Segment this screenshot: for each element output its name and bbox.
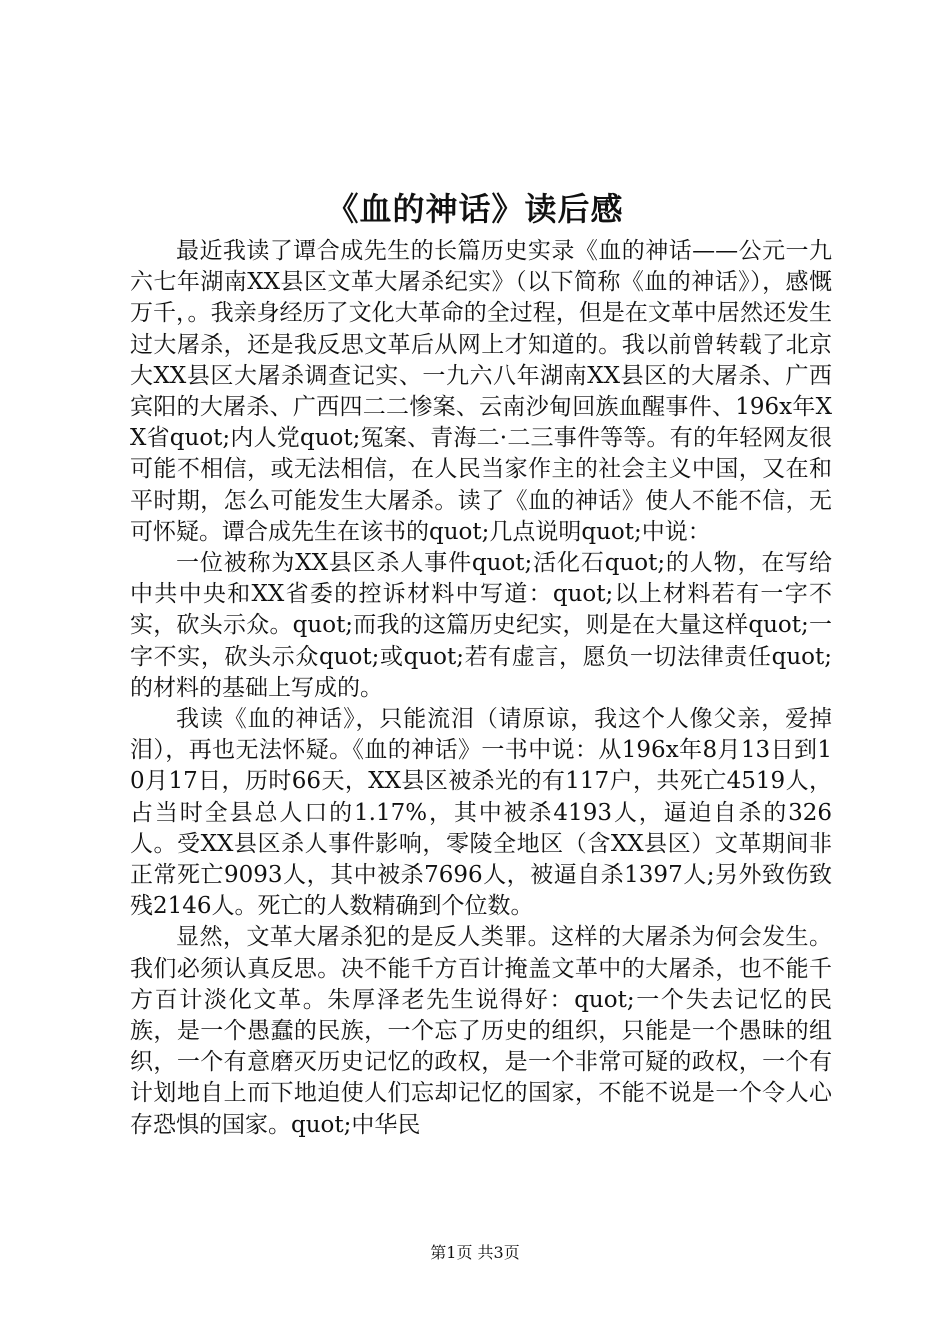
paragraph-4: 显然，文革大屠杀犯的是反人类罪。这样的大屠杀为何会发生。我们必须认真反思。决不能千方百计掩盖文革中的大屠杀，也不能千方百计淡化文革。朱厚泽老先生说得好：quot;一个失去记忆的民族，是一个愚蠢的民族，一个忘了历史的组织，只能是一个愚昧的组织，一个有意磨灭历史记忆的政权，是一个非常可疑的政权，一个有计划地自上而下地迫使人们忘却记忆的国家，不能不说是一个令人心存恐惧的国家。quot;中华民 <box>130 924 832 1138</box>
paragraph-3: 我读《血的神话》，只能流泪（请原谅，我这个人像父亲，爱掉泪），再也无法怀疑。《血的神话》一书中说：从196x年8月13日到10月17日，历时66天，XX县区被杀光的有117户，共死亡4519人，占当时全县总人口的1.17%，其中被杀4193人，逼迫自杀的326人。受XX县区杀人事件影响，零陵全地区（含XX县区）文革期间非正常死亡9093人，其中被杀7696人，被逼自杀1397人;另外致伤致残2146人。死亡的人数精确到个位数。 <box>130 706 832 920</box>
document-title: 《血的神话》读后感 <box>326 190 624 228</box>
document-body <box>130 236 832 1141</box>
paragraph-2: 一位被称为XX县区杀人事件quot;活化石quot;的人物，在写给中共中央和XX省委的控诉材料中写道：quot;以上材料若有一字不实，砍头示众。quot;而我的这篇历史纪实，则是在大量这样quot;一字不实，砍头示众quot;或quot;若有虚言，愿负一切法律责任quot;的材料的基础上写成的。 <box>130 550 832 701</box>
page-footer: 第1页 共3页 <box>430 1243 520 1262</box>
paragraph-1: 最近我读了谭合成先生的长篇历史实录《血的神话——公元一九六七年湖南XX县区文革大屠杀纪实》（以下简称《血的神话》），感慨万千，。我亲身经历了文化大革命的全过程，但是在文革中居然还发生过大屠杀，还是我反思文革后从网上才知道的。我以前曾转载了北京大XX县区大屠杀调查记实、一九六八年湖南XX县区的大屠杀、广西宾阳的大屠杀、广西四二二惨案、云南沙甸回族血醒事件、196x年XX省quot;内人党quot;冤案、青海二·二三事件等等。有的年轻网友很可能不相信，或无法相信，在人民当家作主的社会主义中国，又在和平时期，怎么可能发生大屠杀。读了《血的神话》使人不能不信，无可怀疑。谭合成先生在该书的quot;几点说明quot;中说： <box>130 238 832 545</box>
